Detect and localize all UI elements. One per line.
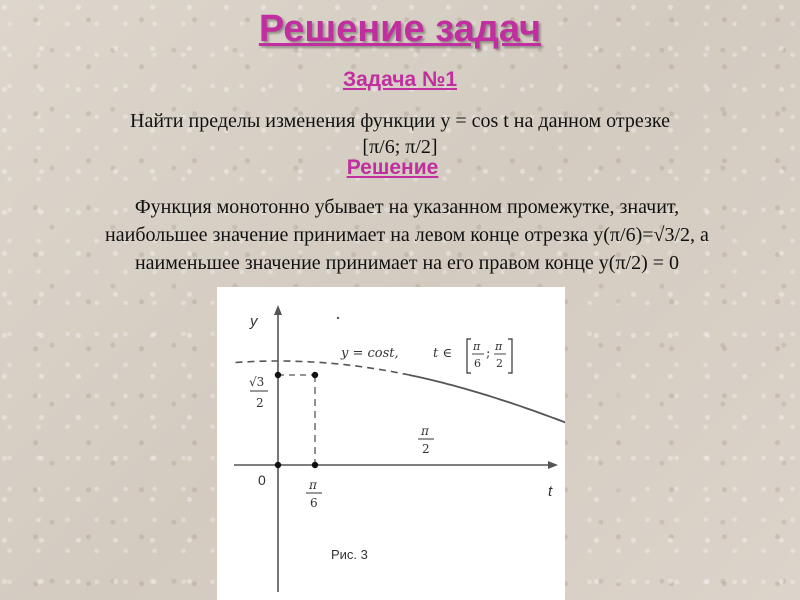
pi-over-2-numerator: π (421, 424, 429, 438)
sqrt3-label: √3 (249, 375, 265, 389)
solution-line-2: наибольшее значение принимает на левом конце отрезка y(π/6)=√3/2, а (105, 224, 709, 246)
problem-line-1: Найти пределы изменения функции y = cos t на данном отрезке (130, 110, 670, 132)
stray-dot (337, 317, 339, 319)
domain-pi-numerator-2: π (495, 340, 503, 353)
y-axis-arrow (274, 305, 282, 315)
problem-line-2: [π/6; π/2] (362, 136, 438, 158)
solution-heading: Решение (346, 156, 439, 179)
pi-over-2-denominator: 2 (422, 442, 430, 456)
t-axis-arrow (548, 461, 558, 469)
domain-prefix: t ∈ (433, 346, 452, 361)
cosine-graph-figure (217, 287, 565, 600)
denominator-two-label: 2 (256, 396, 264, 410)
point-curve-start (312, 372, 318, 378)
y-axis-label: y (250, 313, 258, 330)
solution-line-3: наименьшее значение принимает на его правом конце y(π/2) = 0 (134, 252, 680, 274)
point-origin (275, 462, 281, 468)
domain-semicolon: ; (486, 346, 491, 361)
solution-line-1: Функция монотонно убывает на указанном промежутке, значит, (134, 196, 680, 218)
figure-caption: Рис. 3 (331, 547, 368, 562)
cosine-curve-dashed-right (556, 419, 566, 465)
domain-six-denominator: 6 (474, 357, 481, 370)
point-sqrt3-over-2-on-axis (275, 372, 281, 378)
point-pi-over-6 (312, 462, 318, 468)
slide-title: Решение задач (258, 8, 542, 50)
solution-text (22, 193, 792, 277)
domain-pi-numerator-1: π (473, 340, 481, 353)
left-bracket (467, 339, 471, 373)
right-bracket (508, 339, 512, 373)
equation-label: y = cost, (341, 346, 399, 361)
domain-two-denominator: 2 (496, 357, 503, 370)
origin-label: 0 (258, 472, 266, 488)
problem-heading: Задача №1 (342, 68, 458, 91)
cosine-graph (217, 287, 565, 600)
problem-statement (40, 108, 760, 160)
pi-over-6-denominator: 6 (310, 496, 318, 510)
t-axis-label: t (548, 483, 553, 500)
cosine-curve-dashed-left (236, 361, 409, 375)
cosine-curve-segment (409, 375, 565, 465)
pi-over-6-numerator: π (309, 478, 317, 492)
